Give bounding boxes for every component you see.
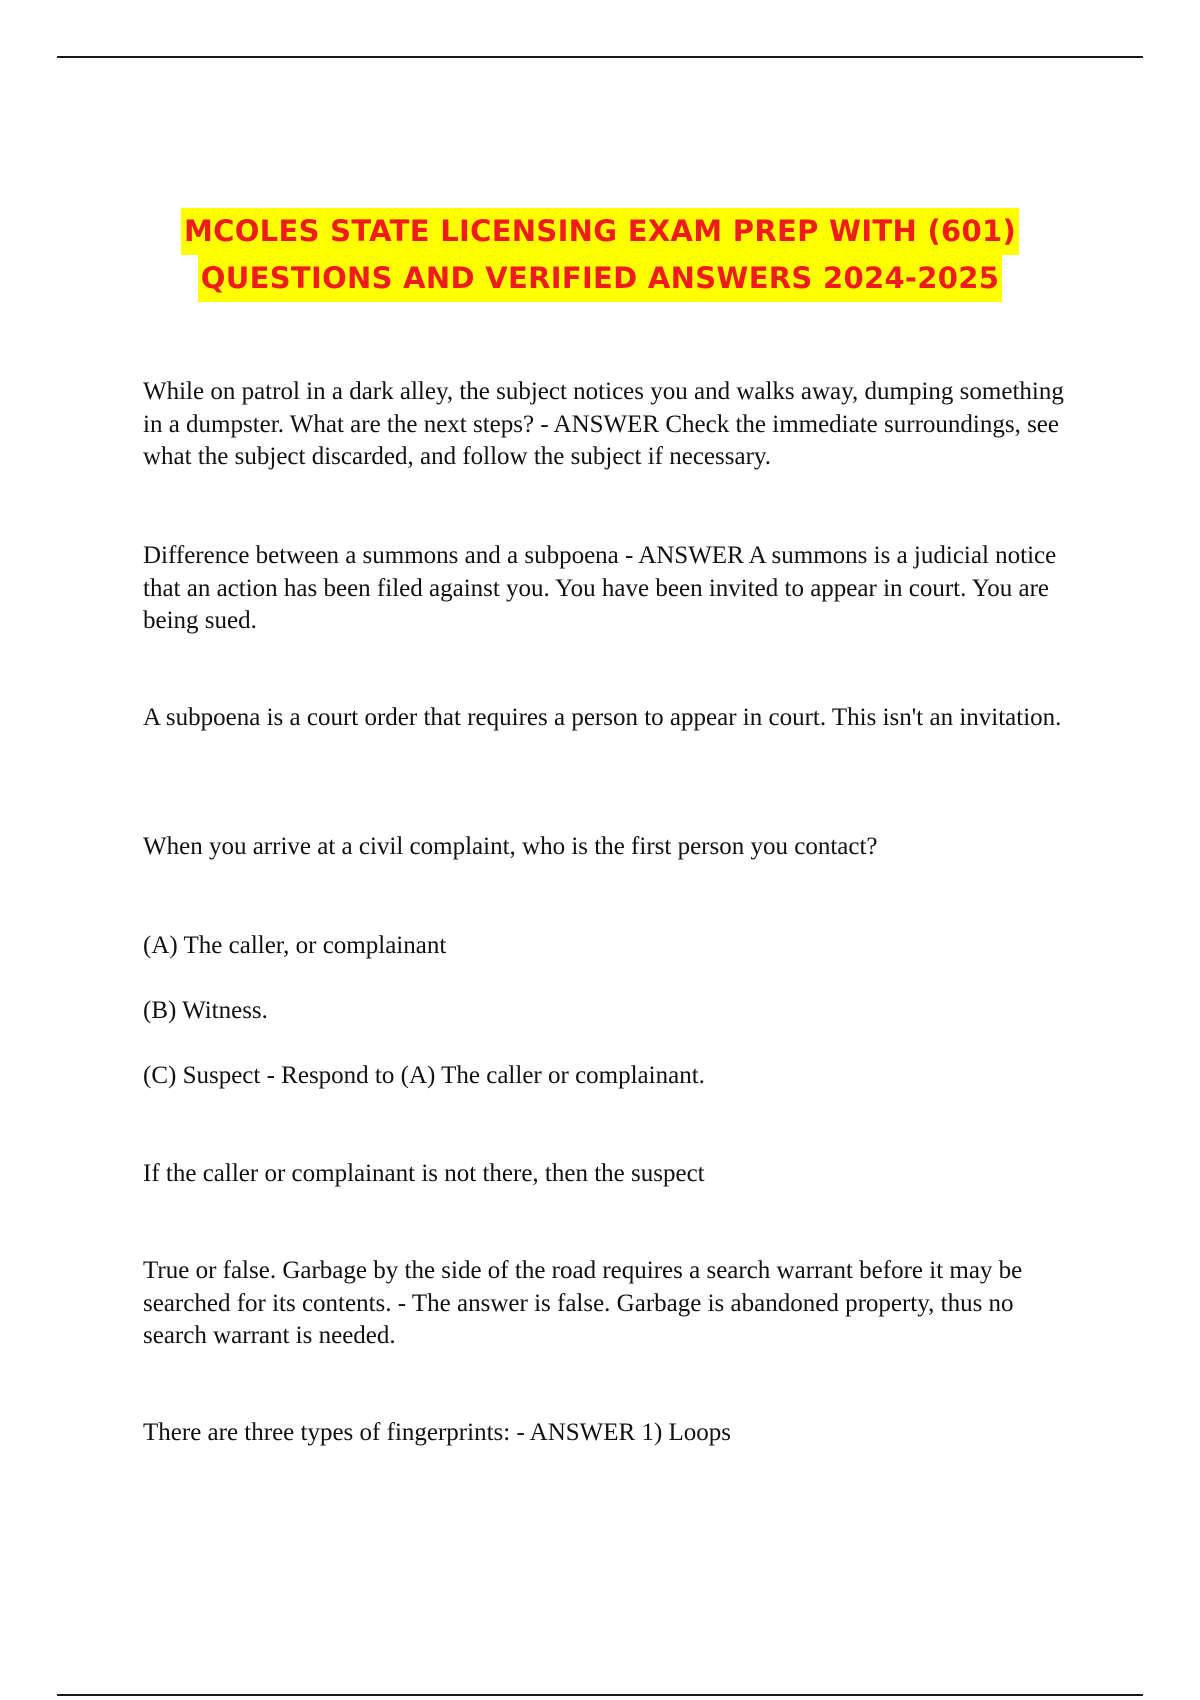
bottom-rule xyxy=(57,1694,1143,1696)
answer-followup: If the caller or complainant is not there, then the suspect xyxy=(143,1160,705,1187)
option-b: (B) Witness. xyxy=(143,997,268,1024)
qa-summons-subpoena: Difference between a summons and a subpoena - ANSWER A summons is a judicial notice that an action has been filed against you. You have been invited to appear in court. You are being sued. xyxy=(143,542,1057,634)
qa-subpoena-definition: A subpoena is a court order that requires a person to appear in court. This isn't an invitation. xyxy=(143,704,1062,731)
title-line-2: QUESTIONS AND VERIFIED ANSWERS 2024-2025 xyxy=(198,255,1002,302)
question-civil-complaint: When you arrive at a civil complaint, who is the first person you contact? xyxy=(143,833,878,860)
qa-dumpster: While on patrol in a dark alley, the subject notices you and walks away, dumping something in a dumpster. What are the next steps? - ANSWER Check the immediate surroundings, see what the subject discarded, and follow the subject if necessary. xyxy=(143,378,1064,470)
top-rule xyxy=(57,56,1143,58)
qa-garbage-warrant: True or false. Garbage by the side of the road requires a search warrant before it may be searched for its contents. - The answer is false. Garbage is abandoned property, thus no search warrant is needed. xyxy=(143,1257,1023,1349)
title-line-1: MCOLES STATE LICENSING EXAM PREP WITH (601) xyxy=(181,208,1019,255)
document-title xyxy=(0,208,1200,302)
option-a: (A) The caller, or complainant xyxy=(143,932,447,959)
option-c-answer: (C) Suspect - Respond to (A) The caller or complainant. xyxy=(143,1062,705,1089)
qa-fingerprints: There are three types of fingerprints: - ANSWER 1) Loops xyxy=(143,1419,732,1446)
